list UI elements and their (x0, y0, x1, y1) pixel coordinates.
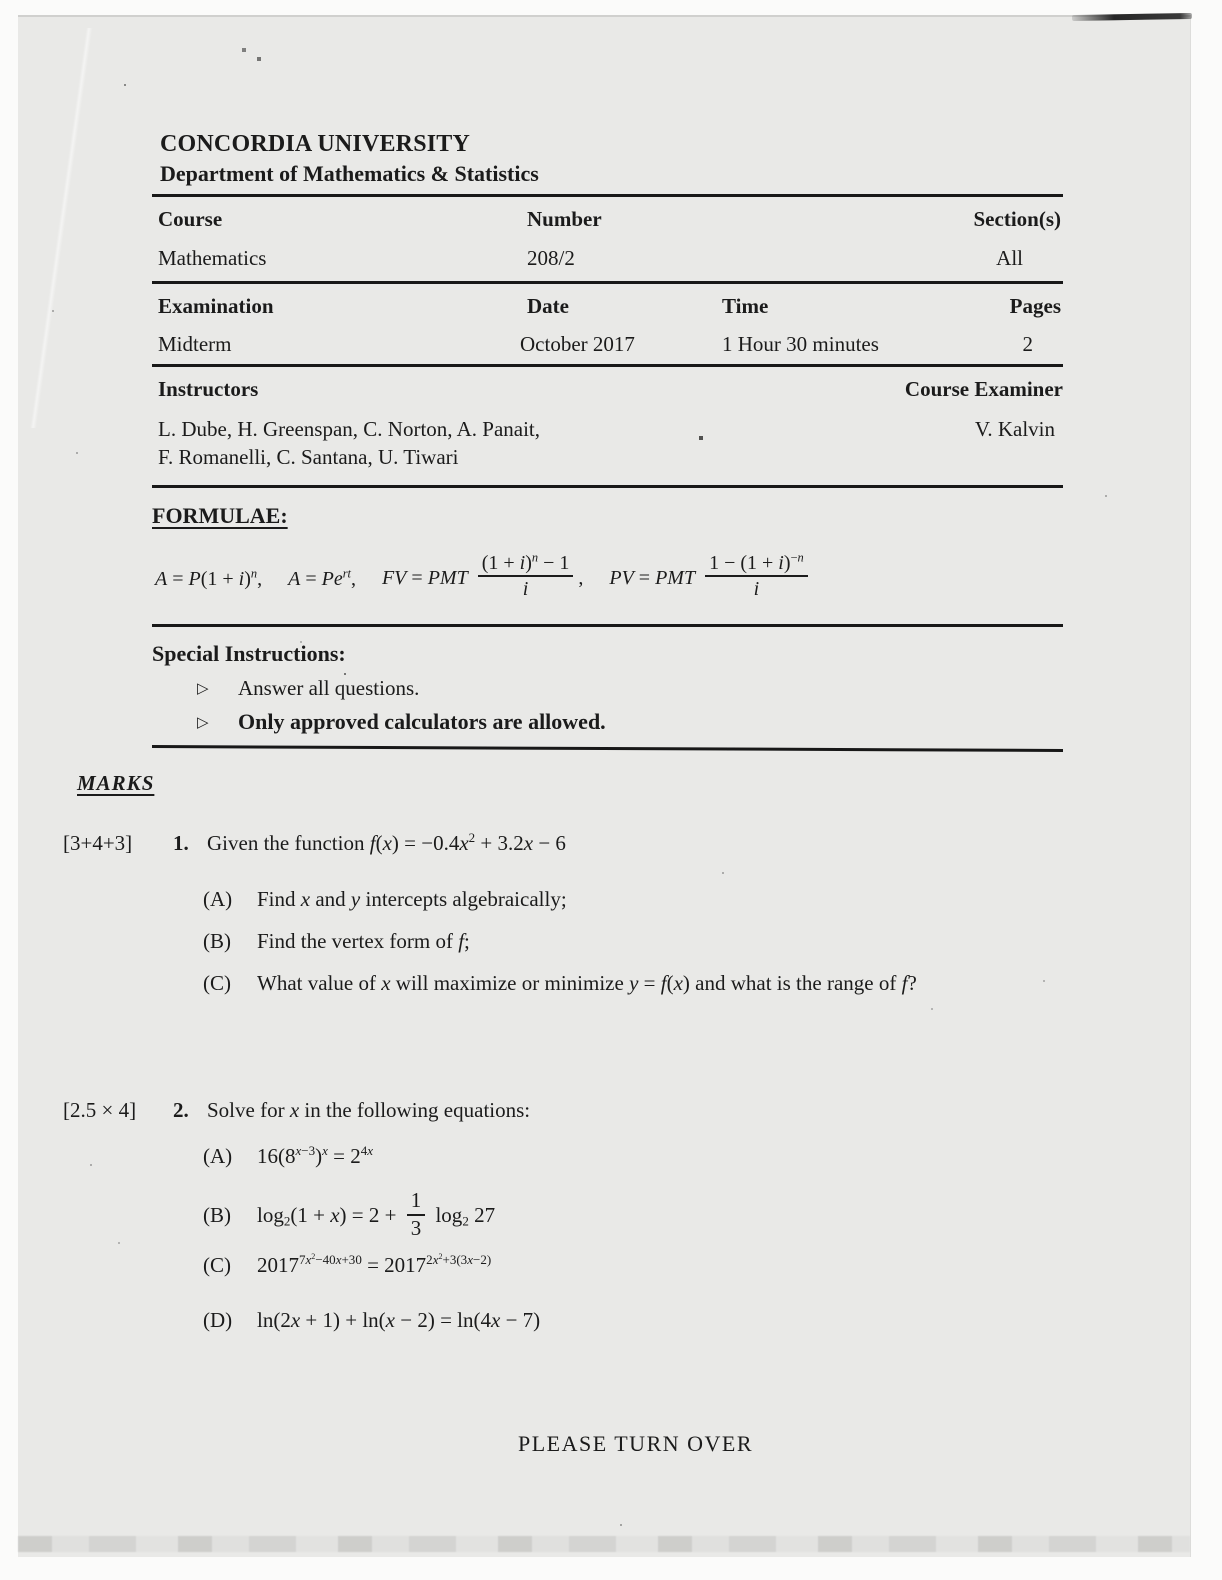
marks-heading: MARKS (77, 771, 155, 795)
instructors-names-line2: F. Romanelli, C. Santana, U. Tiwari (158, 445, 459, 469)
part-label: (C) (203, 1253, 231, 1277)
part-text: What value of x will maximize or minimize y = f(x) and what is the range of f? (257, 971, 917, 995)
part-label: (C) (203, 971, 231, 995)
formula-future-value: FV = PMT $\frac{(1 + i)^n - 1}{i}$ , (381, 549, 584, 600)
sections-value: All (996, 246, 1023, 270)
course-value: Mathematics (158, 246, 267, 270)
paper-bottom-edge-artifact (18, 1536, 1190, 1552)
examiner-name: V. Kalvin (974, 417, 1055, 441)
instructors-header: Instructors (158, 377, 259, 401)
part-label: (B) (203, 1203, 231, 1228)
question-2-marks: [2.5 × 4] (63, 1098, 137, 1122)
table-header-row-1 (152, 207, 1063, 237)
question-2-part-d (203, 1307, 540, 1335)
question-1-number: 1. (173, 831, 189, 855)
university-title: CONCORDIA UNIVERSITY (160, 131, 471, 157)
part-label: (A) (203, 1144, 233, 1168)
instructors-row-1 (152, 417, 1063, 447)
instructors-row-2 (152, 445, 1063, 475)
divider-line (152, 281, 1063, 284)
time-value: 1 Hour 30 minutes (722, 332, 879, 356)
question-2-part-a (203, 1143, 373, 1171)
equation: ln(2x + 1) + ln(x − 2) = ln(4x − 7) (257, 1308, 541, 1332)
table-header-row-2 (152, 294, 1063, 324)
formula-compound-interest: $A = P(1 + i)^n$, (155, 565, 263, 590)
part-text: Find the vertex form of f; (257, 929, 470, 953)
sections-header: Section(s) (973, 207, 1061, 231)
triangle-bullet-icon: ▷ (197, 715, 209, 731)
formula-present-value: PV = PMT $\frac{1 - (1 + i)^{-n}}{i}$ (609, 555, 812, 604)
triangle-bullet-icon: ▷ (197, 681, 209, 697)
part-text: Find x and y intercepts algebraically; (257, 887, 567, 911)
instruction-item (197, 709, 606, 735)
question-2-part-b (203, 1188, 496, 1243)
part-label: (D) (203, 1308, 233, 1332)
course-examiner-header: Course Examiner (904, 377, 1063, 401)
question-1-text: Given the function $f(x) = -0.4x^2 + 3.2x - 6$ (207, 829, 566, 855)
question-1-part-b (203, 928, 470, 956)
course-header: Course (158, 207, 223, 231)
instructors-names-line1: L. Dube, H. Greenspan, C. Norton, A. Panait, (158, 417, 541, 441)
scan-dust-specks (0, 0, 2, 2)
instruction-text: Only approved calculators are allowed. (238, 709, 606, 734)
special-instructions-heading: Special Instructions: (152, 641, 346, 666)
examination-header: Examination (158, 294, 274, 318)
instruction-item (197, 676, 419, 701)
pages-value: 2 (1022, 332, 1033, 356)
number-header: Number (527, 207, 602, 231)
question-1-part-c (203, 970, 1083, 998)
part-label: (A) (203, 887, 233, 911)
formulae-equations (155, 548, 1065, 610)
equation: $16(8^{x-3})^x = 2^{4x}$ (257, 1142, 374, 1168)
instruction-text: Answer all questions. (238, 676, 420, 700)
question-2-part-c (203, 1252, 491, 1280)
instructors-header-row (152, 377, 1063, 407)
divider-line (152, 194, 1063, 197)
table-value-row-1 (152, 246, 1063, 276)
time-header: Time (722, 294, 769, 318)
divider-line (152, 485, 1063, 488)
question-1-marks: [3+4+3] (63, 831, 133, 855)
divider-line (152, 624, 1063, 627)
examination-value: Midterm (158, 332, 232, 356)
pages-header: Pages (1009, 294, 1061, 318)
table-value-row-2 (152, 332, 1063, 362)
equation: $2017^{7x^2-40x+30} = 2017^{2x^2+3(3x-2)}$ (257, 1251, 492, 1277)
date-value: October 2017 (520, 332, 635, 356)
question-2-number: 2. (173, 1098, 189, 1122)
department-title: Department of Mathematics & Statistics (160, 161, 539, 186)
equation: $\log_2(1 + x) = 2$ + $\frac{1}{3}$ $\log_2 27$ (257, 1188, 496, 1240)
date-header: Date (527, 294, 569, 318)
part-label: (B) (203, 929, 231, 953)
question-2-text: Solve for x in the following equations: (207, 1098, 531, 1122)
divider-line (152, 364, 1063, 367)
question-1-part-a (203, 886, 567, 914)
formulae-heading: FORMULAE: (152, 503, 288, 528)
number-value: 208/2 (527, 246, 575, 270)
please-turn-over-note: PLEASE TURN OVER (517, 1431, 754, 1456)
formula-continuous-interest: $A = Pe^{rt}$, (288, 565, 356, 590)
